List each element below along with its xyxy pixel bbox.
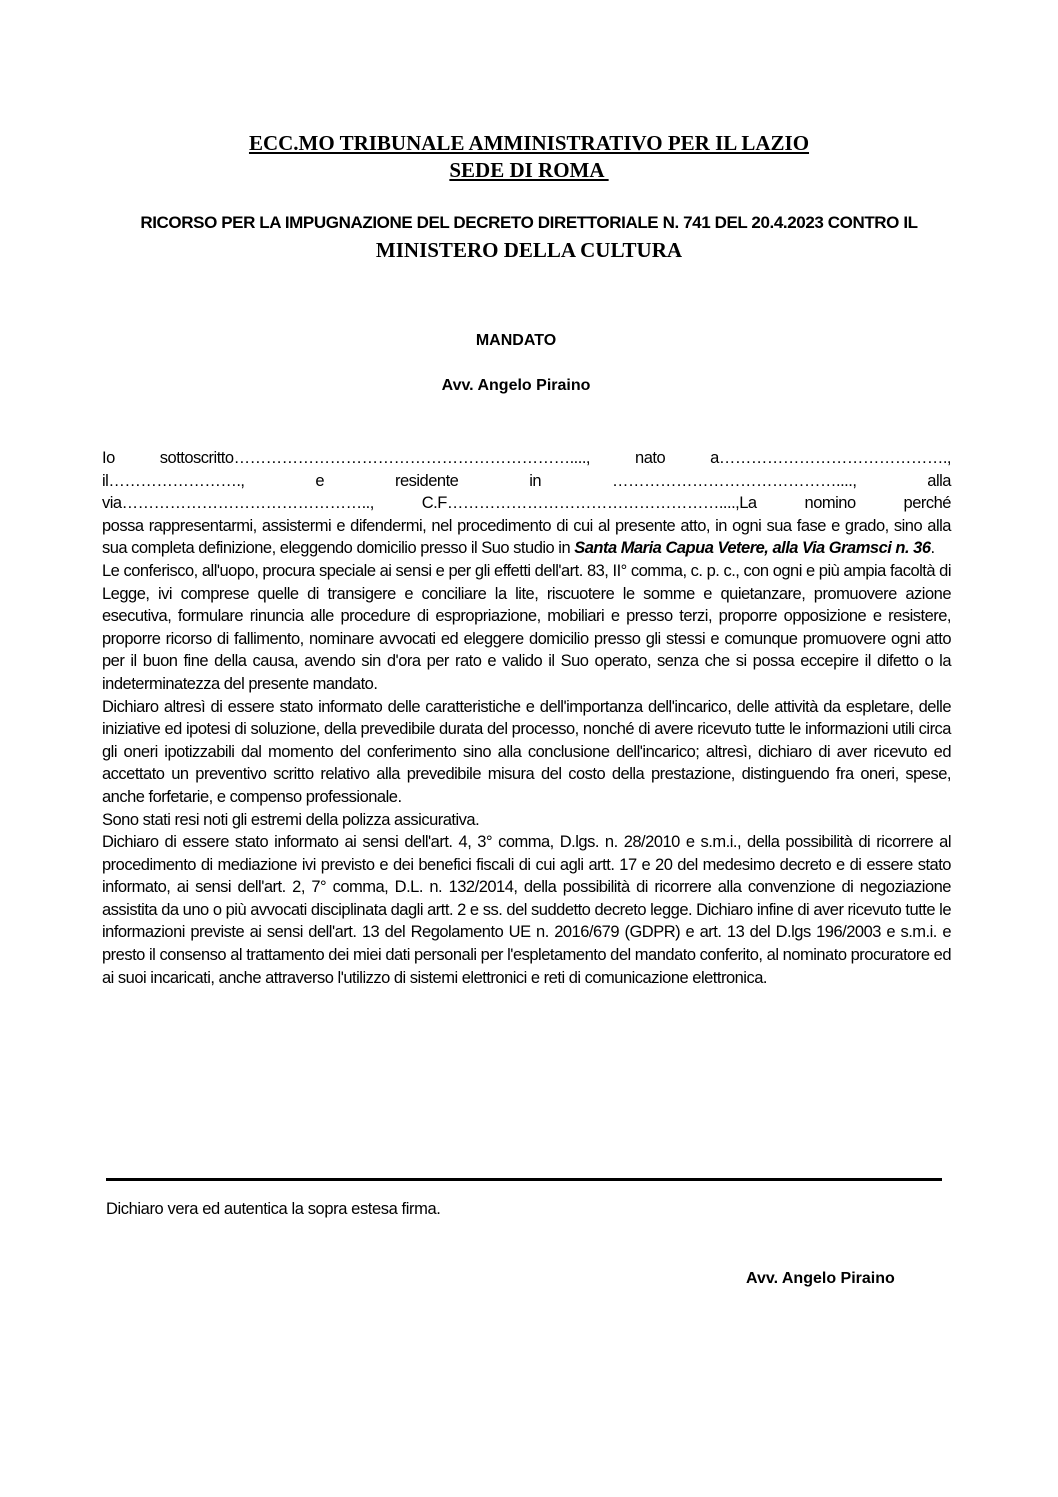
fill-line-name: Io sottoscritto………………………………………………………...., nato a……………………………………., xyxy=(102,449,951,467)
paragraph-representation-text: possa rappresentarmi, assistermi e difendermi, nel procedimento di cui al presente atto, in ogni sua fase e grado, sino alla sua completa definizione, eleggendo domicilio presso il Suo studio in xyxy=(102,516,951,558)
lawyer-name: Avv. Angelo Piraino xyxy=(441,377,591,394)
paragraph-mediation-privacy: Dichiaro di essere stato informato ai sensi dell'art. 4, 3° comma, D.lgs. n. 28/2010 e s.m.i., della possibilità di ricorrere al procedimento di mediazione ivi previsto e dei benefici fiscali di cui agli artt. 17 e 20 del medesimo decreto e di essere stato informato, ai sensi dell'art. 2, 7° comma, D.L. n. 132/2014, della possibilità di ricorrere alla convenzione di negoziazione assistita da uno o più avvocati disciplinata dagli artt. 2 e ss. del suddetto decreto legge. Dichiaro infine di aver ricevuto tutte le informazioni previste ai sensi dell'art. 13 del Regolamento UE n. 2016/679 (GDPR) e art. 13 del D.lgs 196/2003 e s.m.i. e presto il consenso al trattamento dei miei dati personali per l'espletamento del mandato conferito, al nominato procuratore ed ai suoi incaricati, anche attraverso l'utilizzo di sistemi elettronici e reti di comunicazione elettronica. xyxy=(102,833,951,987)
paragraph-representation-end: . xyxy=(930,539,935,558)
appeal-subtitle: RICORSO PER LA IMPUGNAZIONE DEL DECRETO DIRETTORIALE N. 741 DEL 20.4.2023 CONTRO IL xyxy=(140,213,918,232)
paragraph-power-of-attorney: Le conferisco, all'uopo, procura speciale ai sensi e per gli effetti dell'art. 83, II° comma, c. p. c., con ogni e più ampia facoltà di Legge, ivi comprese quelle di transigere e conciliare la lite, riscuotere le somme e quietanzare, promuovere azione esecutiva, formulare rinuncia alle procedure di espropriazione, mobiliari e presso terzi, proporre opposizione e resistere, proporre ricorso di fallimento, nominare avvocati ed eleggere domicilio presso gli stessi e comunque promuovere ogni atto per il buon fine della causa, avendo sin d'ora per rato e valido il Suo operato, senza che si possa eccepire il difetto o la indeterminatezza del presente mandato. xyxy=(102,561,951,693)
fill-line-birth-residence: il……………………., e residente in ……………………………………...., alla xyxy=(102,471,951,490)
fill-line-street-cf: via……………………………………….., C.F……………………………………………....,La nomino perché xyxy=(102,494,951,513)
mandate-body xyxy=(102,447,951,989)
ministry-title: MINISTERO DELLA CULTURA xyxy=(375,238,683,262)
paragraph-representation xyxy=(102,515,951,560)
signature-lawyer-name: Avv. Angelo Piraino xyxy=(746,1270,895,1287)
studio-address: Santa Maria Capua Vetere, alla Via Gramsci n. 36 xyxy=(574,539,931,558)
court-title-line2: SEDE DI ROMA xyxy=(449,158,609,182)
paragraph-information: Dichiaro altresì di essere stato informato delle caratteristiche e dell'importanza dell'incarico, delle attività da espletare, delle iniziative ed ipotesi di soluzione, della prevedibile durata del processo, nonché di avere ricevuto tutte le informazioni utili circa gli oneri ipotizzabili dal momento del conferimento sino alla conclusione dell'incarico; altresì, dichiaro di aver ricevuto ed accettato un preventivo scritto relativo alla prevedibile misura del costo della prestazione, distinguendo fra oneri, spese, anche forfetarie, e compenso professionale. xyxy=(102,697,951,806)
court-title-line1: ECC.MO TRIBUNALE AMMINISTRATIVO PER IL LAZIO xyxy=(248,131,810,155)
signature-line xyxy=(106,1178,942,1181)
authenticity-declaration: Dichiaro vera ed autentica la sopra estesa firma. xyxy=(106,1200,441,1218)
paragraph-insurance: Sono stati resi noti gli estremi della polizza assicurativa. xyxy=(102,810,480,829)
mandate-heading: MANDATO xyxy=(475,332,557,349)
